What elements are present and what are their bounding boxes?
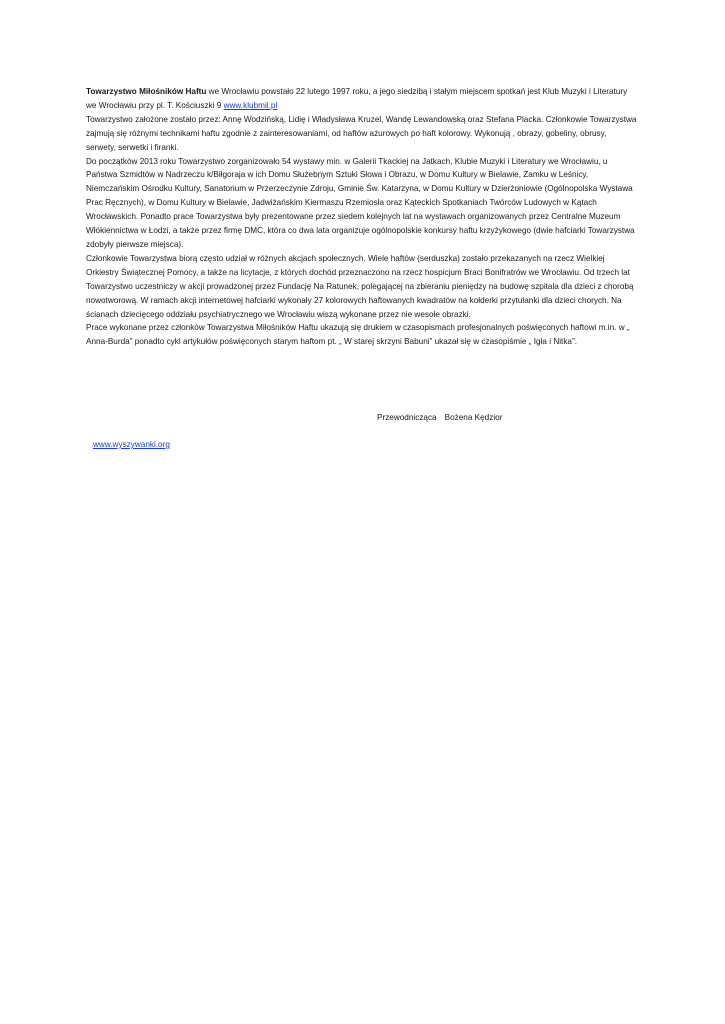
intro-text: we Wrocławiu powstało 22 lutego 1997 roku, a jego siedzibą i stałym miejscem spotkań jest Klub Muzyki i Literatury we Wrocławiu przy pl. T. Kościuszki 9 xyxy=(86,87,628,110)
paragraph-founders: Towarzystwo założone zostało przez: Annę Wodzińską, Lidię i Władysława Kruzel, Wandę Lewandowską oraz Stefana Placka. Członkowie Towarzystwa zajmują się różnymi technikami haftu zgodnie z zainteresowaniami, od haftów ażurowych po haft kolorowy. Wykonują , obrazy, gobeliny, obrusy, serwety, serwetki i firanki. xyxy=(86,114,637,152)
signature-block xyxy=(377,411,502,424)
organization-name: Towarzystwo Miłośników Haftu xyxy=(86,87,207,96)
paragraph-social-actions: Członkowie Towarzystwa biorą często udział w różnych akcjach społecznych. Wiele haftów (serduszka) zostało przekazanych na rzecz Wielkiej Orkiestry Świątecznej Pomocy, a także na licytacje, z których dochód przeznaczono na rzecz hospicjum Braci Bonifratrów we Wrocławiu. Od trzech lat Towarzystwo uczestniczy w akcji prowadzonej przez Fundację Na Ratunek, polegającej na zbieraniu pieniędzy na budowę szpitala dla dzieci z chorobą nowotworową. W ramach akcji internetowej hafciarki wykonały 27 kolorowych haftowanych kwadratów na kołderki przytulanki dla dzieci chorych. Na ścianach dziecięcego oddziału psychiatrycznego we Wrocławiu wiszą wykonane przez nie wesołe obrazki. xyxy=(86,253,634,319)
wyszywanki-link[interactable]: www.wyszywanki.org xyxy=(93,440,170,449)
signature-name: Bożena Kędzior xyxy=(444,413,503,422)
paragraph-publications: Prace wykonane przez członków Towarzystwa Miłośników Haftu ukazują się drukiem w czasopismach profesjonalnych poświęconych haftowi m.in. w „ Anna-Burda” ponadto cykl artykułów poświęconych starym haftom pt. „ W starej skrzyni Babuni” ukazał się w czasopiśmie „ Igła i Nitka”. xyxy=(86,323,630,347)
document-body xyxy=(86,85,638,349)
paragraph-exhibitions: Do początków 2013 roku Towarzystwo zorganizowało 54 wystawy min. w Galerii Tkackiej na Jatkach, Klubie Muzyki i Literatury we Wrocławiu, u Państwa Szmidtów w Nadrzeczu k/Biłgoraja w ich Domu Służebnym Sztuki Słowa i Obrazu, w Domu Kultury w Bielawie, Zamku w Leśnicy, Niemczańskim Ośrodku Kultury, Sanatorium w Przerzeczynie Zdroju, Gminie Św. Katarzyna, w Domu Kultury w Dzierżoniowie (Ogólnopolska Wystawa Prac Ręcznych), w Domu Kultury w Bielawie, Jadwiżańskim Kiermaszu Rzemiosła oraz Kąteckich Spotkaniach Twórców Ludowych w Kątach Wrocławskich. Ponadto prace Towarzystwa były prezentowane przez siedem kolejnych lat na wystawach organizowanych przez Centralne Muzeum Włókiennictwa w Łodzi, a także przez firmę DMC, która co dwa lata organizuje ogólnopolskie konkursy haftu krzyżykowego (dwie hafciarki Towarzystwa zdobyły pierwsze miejsca). xyxy=(86,156,635,249)
paragraph-intro xyxy=(86,85,638,113)
signature-role: Przewodnicząca xyxy=(377,413,437,422)
footer xyxy=(93,438,170,451)
klubmil-link[interactable]: www.klubmil.pl xyxy=(223,100,278,110)
